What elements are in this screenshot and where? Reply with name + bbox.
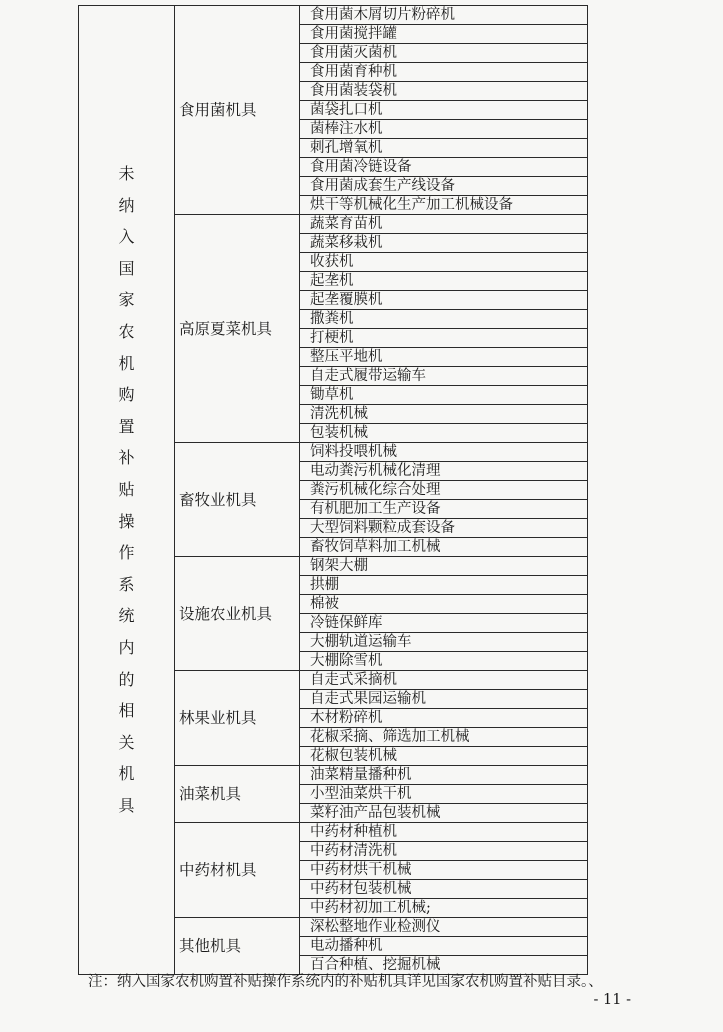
table-row [79, 6, 588, 25]
item-cell: 木材粉碎机 [300, 709, 588, 728]
item-cell: 大棚除雪机 [300, 652, 588, 671]
item-cell: 收获机 [300, 253, 588, 272]
item-cell: 清洗机械 [300, 405, 588, 424]
item-cell: 大型饲料颗粒成套设备 [300, 519, 588, 538]
item-cell: 包装机械 [300, 424, 588, 443]
item-cell: 中药材初加工机械; [300, 899, 588, 918]
item-cell: 畜牧饲草料加工机械 [300, 538, 588, 557]
left-header-char: 贴 [118, 480, 135, 499]
category-cell: 中药材机具 [175, 823, 300, 918]
category-cell: 畜牧业机具 [175, 443, 300, 557]
page-number: - 11 - [593, 992, 631, 1008]
left-header-char: 入 [118, 227, 135, 247]
item-cell: 电动播种机 [300, 937, 588, 956]
item-cell: 撒粪机 [300, 310, 588, 329]
item-cell: 钢架大棚 [300, 557, 588, 576]
item-cell: 菜籽油产品包装机械 [300, 804, 588, 823]
left-header-char: 国 [118, 258, 135, 278]
category-cell: 林果业机具 [175, 671, 300, 766]
item-cell: 自走式果园运输机 [300, 690, 588, 709]
item-cell: 刺孔增氧机 [300, 139, 588, 158]
item-cell: 菌棒注水机 [300, 120, 588, 139]
item-cell: 油菜精量播种机 [300, 766, 588, 785]
category-cell: 油菜机具 [175, 766, 300, 823]
left-header-char: 关 [118, 732, 135, 752]
item-cell: 烘干等机械化生产加工机械设备 [300, 196, 588, 215]
equipment-table-body [79, 6, 588, 975]
left-header-char: 具 [118, 795, 135, 815]
left-header-char: 农 [118, 322, 135, 342]
item-cell: 中药材清洗机 [300, 842, 588, 861]
left-header-char: 纳 [118, 195, 135, 215]
left-header-char: 未 [118, 164, 135, 184]
item-cell: 蔬菜育苗机 [300, 215, 588, 234]
left-header-char: 机 [118, 764, 135, 784]
item-cell: 自走式履带运输车 [300, 367, 588, 386]
item-cell: 蔬菜移栽机 [300, 234, 588, 253]
item-cell: 起垄机 [300, 272, 588, 291]
equipment-table [78, 5, 588, 975]
left-header-cell [79, 6, 175, 975]
item-cell: 拱棚 [300, 576, 588, 595]
item-cell: 冷链保鲜库 [300, 614, 588, 633]
item-cell: 百合种植、挖掘机械 [300, 956, 588, 975]
item-cell: 起垄覆膜机 [300, 291, 588, 310]
left-header-char: 作 [118, 543, 135, 563]
item-cell: 食用菌木屑切片粉碎机 [300, 6, 588, 25]
item-cell: 电动粪污机械化清理 [300, 462, 588, 481]
left-header-char: 机 [118, 353, 135, 373]
category-cell: 高原夏菜机具 [175, 215, 300, 443]
item-cell: 棉被 [300, 595, 588, 614]
item-cell: 食用菌灭菌机 [300, 44, 588, 63]
left-header-char: 补 [118, 448, 135, 468]
category-cell: 其他机具 [175, 918, 300, 975]
item-cell: 中药材种植机 [300, 823, 588, 842]
left-header-char: 操 [118, 511, 135, 531]
category-cell: 食用菌机具 [175, 6, 300, 215]
item-cell: 大棚轨道运输车 [300, 633, 588, 652]
item-cell: 食用菌装袋机 [300, 82, 588, 101]
item-cell: 食用菌冷链设备 [300, 158, 588, 177]
footnote: 注：纳入国家农机购置补贴操作系统内的补贴机具详见国家农机购置补贴目录。、 [88, 974, 603, 990]
left-header-char: 家 [118, 290, 135, 310]
item-cell: 打梗机 [300, 329, 588, 348]
item-cell: 整压平地机 [300, 348, 588, 367]
item-cell: 食用菌成套生产线设备 [300, 177, 588, 196]
left-header-char: 内 [118, 637, 135, 657]
item-cell: 自走式采摘机 [300, 671, 588, 690]
item-cell: 食用菌育种机 [300, 63, 588, 82]
item-cell: 菌袋扎口机 [300, 101, 588, 120]
left-header-char: 统 [118, 606, 135, 626]
item-cell: 饲料投喂机械 [300, 443, 588, 462]
item-cell: 中药材包装机械 [300, 880, 588, 899]
item-cell: 花椒包装机械 [300, 747, 588, 766]
left-header-char: 购 [118, 385, 135, 405]
item-cell: 食用菌搅拌罐 [300, 25, 588, 44]
item-cell: 粪污机械化综合处理 [300, 481, 588, 500]
item-cell: 深松整地作业检测仪 [300, 918, 588, 937]
item-cell: 锄草机 [300, 386, 588, 405]
item-cell: 有机肥加工生产设备 [300, 500, 588, 519]
item-cell: 小型油菜烘干机 [300, 785, 588, 804]
item-cell: 中药材烘干机械 [300, 861, 588, 880]
left-header-char: 置 [118, 416, 135, 436]
left-header-char: 相 [118, 701, 135, 721]
left-header-char: 系 [118, 574, 135, 594]
item-cell: 花椒采摘、筛选加工机械 [300, 728, 588, 747]
category-cell: 设施农业机具 [175, 557, 300, 671]
left-header-char: 的 [118, 669, 135, 689]
